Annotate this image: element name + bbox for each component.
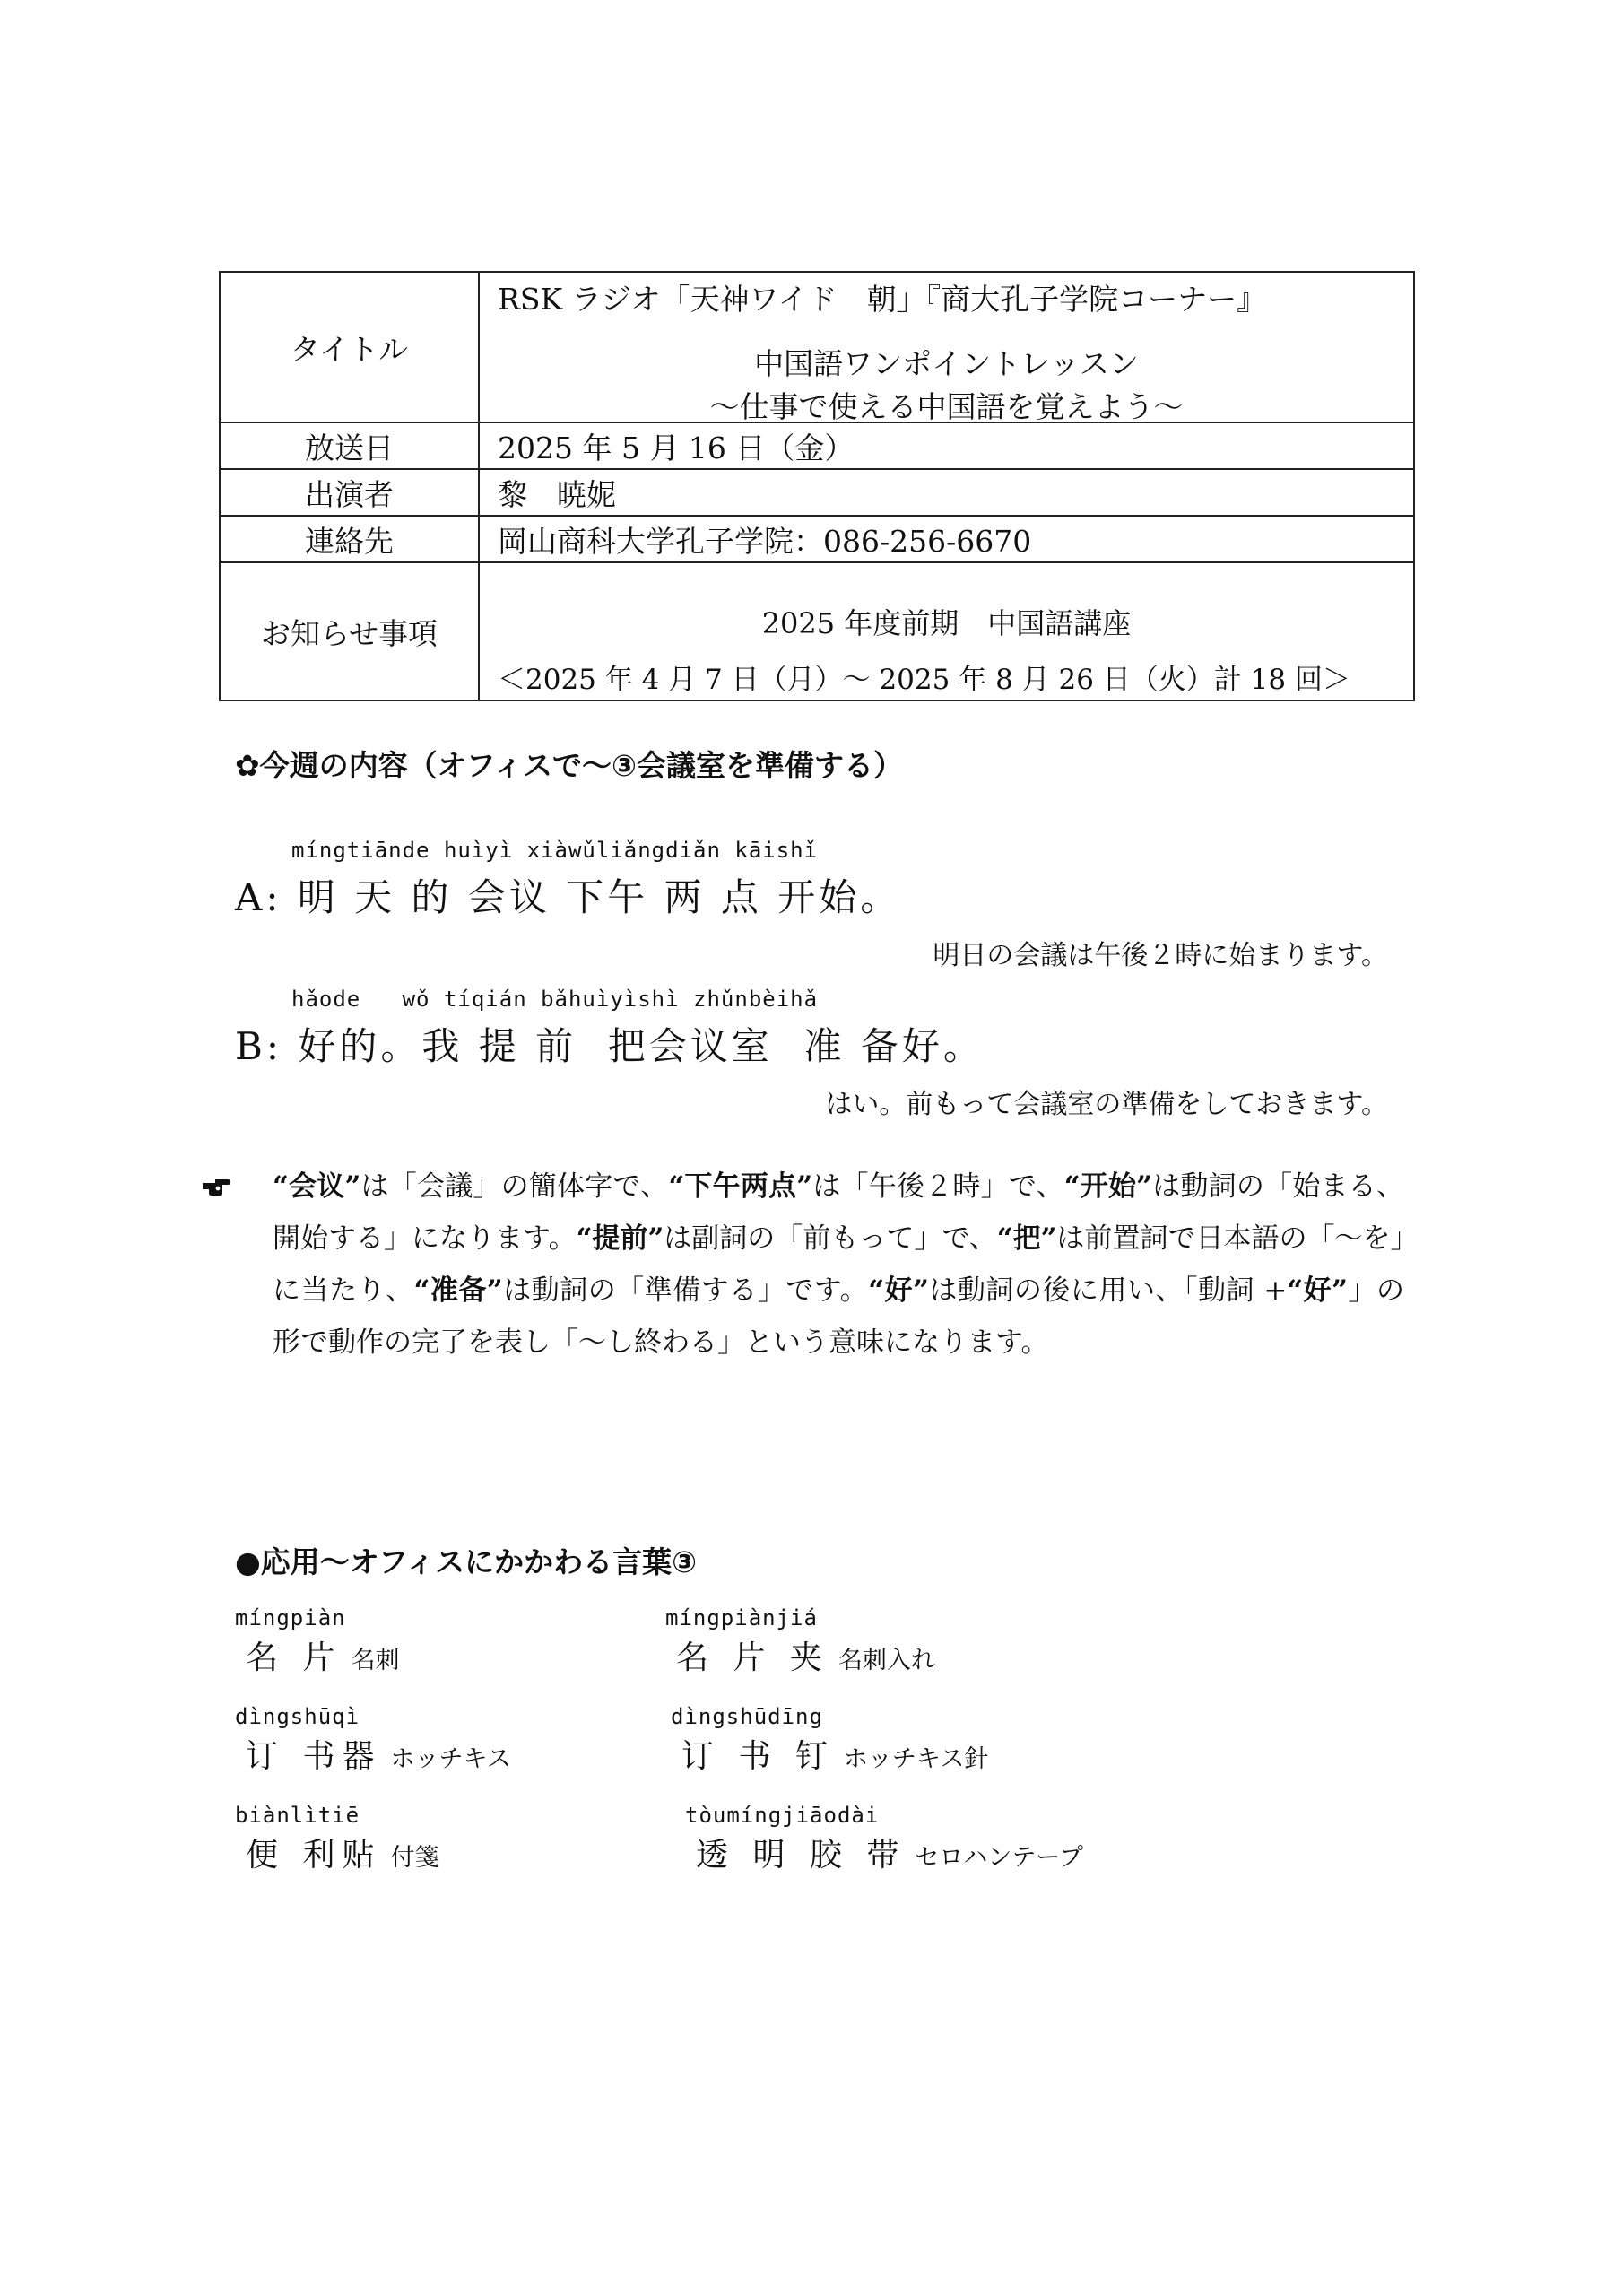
term-ba: “把”	[996, 1222, 1057, 1255]
dialogue-b-translation: はい。前もって会議室の準備をしておきます。	[825, 1089, 1388, 1120]
explanation-span: は動詞の後に用い、「動詞 +	[928, 1274, 1288, 1307]
vocab-pinyin: biànlìtiē	[235, 1803, 360, 1828]
lesson-title: 中国語ワンポイントレッスン	[754, 346, 1139, 381]
vocab-item	[235, 1704, 511, 1777]
dialogue-a-line: A: 明 天 的 会议 下午 两 点 开始。	[235, 875, 902, 919]
vocab-item	[665, 1605, 935, 1678]
vocab-pinyin: míngpiàn	[235, 1605, 346, 1631]
contact-value: 岡山商科大学孔子学院：086-256-6670	[479, 516, 1414, 562]
cast-row	[220, 469, 1414, 516]
term-zhunbei: “准备”	[413, 1274, 503, 1307]
date-value: 2025 年 5 月 16 日（金）	[479, 422, 1414, 469]
vocab-item	[671, 1704, 988, 1777]
vocab-word: 便 利贴	[246, 1837, 382, 1874]
explanation-span: は「午後２時」で、	[812, 1170, 1064, 1203]
explanation-span: は動詞の「始まる、開始する」になります。	[273, 1170, 1404, 1255]
vocab-pinyin: tòumíngjiāodài	[685, 1803, 880, 1828]
notice-row	[220, 562, 1414, 700]
vocab-word: 透 明 胶 带	[696, 1837, 907, 1874]
title-row	[220, 272, 1414, 422]
vocab-pinyin: dìngshūdīng	[671, 1704, 823, 1729]
vocab-word: 名 片	[246, 1639, 343, 1676]
info-table	[219, 271, 1415, 701]
explanation-span: は副詞の「前もって」で、	[664, 1222, 997, 1255]
term-kaishi: “开始”	[1063, 1170, 1153, 1203]
vocab-item	[235, 1803, 438, 1875]
notice-course: 2025 年度前期 中国語講座	[761, 606, 1132, 640]
dialogue-a-translation: 明日の会議は午後２時に始まります。	[933, 940, 1388, 971]
lesson-subtitle: ～仕事で使える中国語を覚えよう～	[709, 389, 1184, 424]
explanation-span: は動詞の「準備する」です。	[502, 1274, 869, 1307]
notice-cell	[479, 562, 1414, 700]
term-hao: “好”	[868, 1274, 929, 1307]
explanation-span: は「会議」の簡体字で、	[360, 1170, 669, 1203]
vocab-meaning: 付箋	[390, 1844, 439, 1872]
contact-row	[220, 516, 1414, 562]
date-row	[220, 422, 1414, 469]
explanation-span: は前置詞で日本語の「～を」に当たり、	[273, 1222, 1404, 1307]
vocab-meaning: 名刺	[351, 1647, 400, 1674]
cast-label: 出演者	[220, 469, 479, 516]
explanation-span: 」の形で動作の完了を表し「～し終わる」という意味になります。	[273, 1274, 1404, 1359]
program-title: RSK ラジオ「天神ワイド 朝」『商大孔子学院コーナー』	[498, 282, 1267, 317]
cast-value: 黎 暁妮	[479, 469, 1414, 516]
pointing-hand-icon	[201, 1175, 231, 1198]
term-hao-2: “好”	[1287, 1274, 1348, 1307]
vocab-word: 订 书器	[246, 1738, 382, 1775]
weekly-heading: ✿今週の内容（オフィスで～③会議室を準備する）	[235, 748, 903, 783]
vocab-meaning: 名刺入れ	[838, 1647, 935, 1674]
title-cell	[479, 272, 1414, 422]
title-label: タイトル	[220, 272, 479, 422]
vocab-meaning: ホッチキス針	[843, 1745, 989, 1773]
notice-label: お知らせ事項	[220, 562, 479, 700]
dialogue-b-pinyin: hǎode wǒ tíqián bǎhuìyìshì zhǔnbèihǎ	[291, 987, 819, 1012]
vocab-word: 名 片 夹	[676, 1639, 829, 1676]
vocab-item	[235, 1605, 399, 1678]
notice-period: ＜2025 年 4 月 7 日（月）～ 2025 年 8 月 26 日（火）計 18 回＞	[498, 664, 1350, 696]
vocab-heading: ●応用～オフィスにかかわる言葉③	[235, 1544, 698, 1579]
vocab-meaning: セロハンテープ	[915, 1844, 1083, 1872]
term-xiawu-liangdian: “下午两点”	[668, 1170, 813, 1203]
vocab-item	[685, 1803, 1083, 1875]
vocab-pinyin: míngpiànjiá	[665, 1605, 818, 1631]
vocab-pinyin: dìngshūqì	[235, 1704, 360, 1729]
vocab-word: 订 书 钉	[681, 1738, 835, 1775]
dialogue-b-line: B: 好的。我 提 前 把会议室 准 备好。	[235, 1024, 985, 1068]
explanation-text	[273, 1161, 1404, 1369]
term-tiqian: “提前”	[576, 1222, 664, 1255]
contact-label: 連絡先	[220, 516, 479, 562]
dialogue-a-pinyin: míngtiānde huìyì xiàwǔliǎngdiǎn kāishǐ	[291, 838, 819, 863]
vocab-meaning: ホッチキス	[390, 1745, 511, 1773]
date-label: 放送日	[220, 422, 479, 469]
term-huiyi: “会议”	[273, 1170, 361, 1203]
